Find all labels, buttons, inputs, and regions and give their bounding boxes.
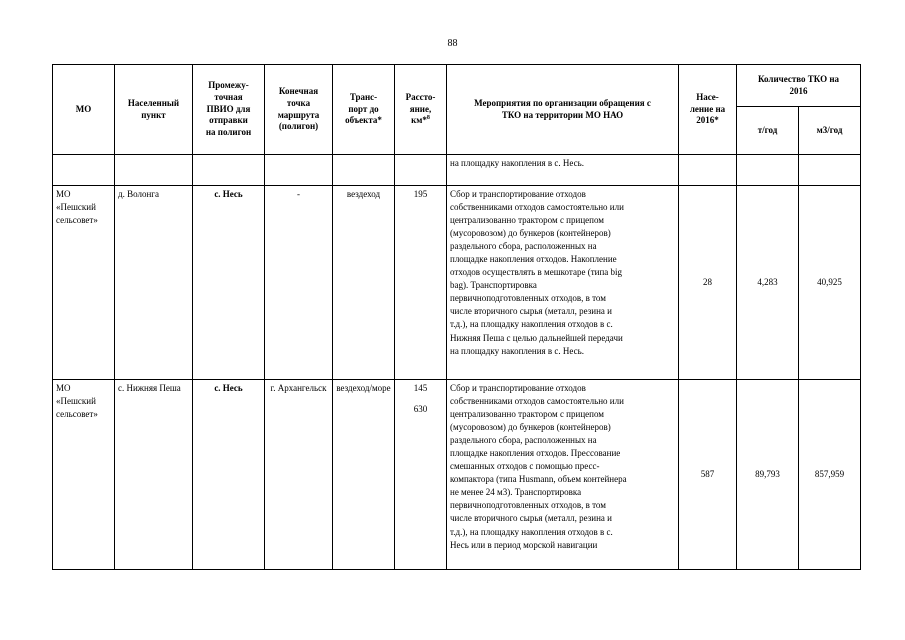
measures-line: собственниками отходов самостоятельно или xyxy=(450,202,624,213)
cell-measures xyxy=(447,155,679,186)
measures-line: Несь или в период морской навигации xyxy=(450,539,598,550)
measures-line: смешанных отходов с помощью пресс- xyxy=(450,461,600,472)
cell-settlement: с. Нижняя Пеша xyxy=(115,380,193,570)
measures-line: Сбор и транспортирование отходов xyxy=(450,383,586,393)
tko-table xyxy=(52,64,861,570)
measures-line: (мусоровозом) до бункеров (контейнеров) xyxy=(450,228,611,239)
table-row xyxy=(53,186,861,380)
header-tko xyxy=(737,65,861,107)
header-mo: МО xyxy=(53,65,115,155)
header-pvio-line: Промежу- xyxy=(208,80,249,91)
header-measures-line: Мероприятия по организации обращения с xyxy=(474,97,651,108)
header-population-line: ление на xyxy=(689,103,726,114)
cell-mo xyxy=(53,155,115,186)
measures-line: площадке накопления отходов. Накопление xyxy=(450,254,617,265)
measures-line: площадке накопления отходов. Прессование xyxy=(450,448,621,459)
cell-measures xyxy=(447,380,679,570)
header-measures-line: ТКО на территории МО НАО xyxy=(501,109,624,120)
header-endpoint-line: Конечная xyxy=(278,86,319,97)
cell-population xyxy=(679,155,737,186)
cell-tko-m3 xyxy=(799,155,861,186)
table-row xyxy=(53,155,861,186)
page-number: 88 xyxy=(447,38,458,49)
header-distance-sup: 8 xyxy=(426,115,430,122)
header-pvio-line: точная xyxy=(214,91,243,102)
cell-distance xyxy=(395,380,447,570)
cell-transport: вездеход/море xyxy=(333,380,395,570)
cell-settlement: д. Волонга xyxy=(115,186,193,380)
cell-pvio: с. Несь xyxy=(193,380,265,570)
measures-line: (мусоровозом) до бункеров (контейнеров) xyxy=(450,422,611,433)
cell-settlement xyxy=(115,155,193,186)
header-transport-line: Транс- xyxy=(349,91,378,102)
header-distance-unit: км* xyxy=(411,115,427,126)
cell-transport xyxy=(333,155,395,186)
header-population xyxy=(679,65,737,155)
header-distance-line: яние, xyxy=(409,103,432,114)
header-settlement: Населенный пункт xyxy=(115,65,193,155)
measures-line: первичноподготовленных отходов, в том xyxy=(450,500,606,511)
measures-line: раздельного сбора, расположенных на xyxy=(450,241,597,252)
table-row xyxy=(53,380,861,570)
cell-pvio: с. Несь xyxy=(193,186,265,380)
cell-tko-t: 4,283 xyxy=(737,186,799,380)
measures-line: отходов осуществлять в мешкотаре (типа big xyxy=(450,267,623,278)
measures-line: собственниками отходов самостоятельно или xyxy=(450,396,624,407)
cell-tko-t: 89,793 xyxy=(737,380,799,570)
header-distance xyxy=(395,65,447,155)
header-pvio-line: отправки xyxy=(209,115,248,126)
measures-line: раздельного сбора, расположенных на xyxy=(450,435,597,446)
header-measures xyxy=(447,65,679,155)
header-endpoint-line: точка xyxy=(286,97,311,108)
measures-line: компактора (типа Husmann, объем контейнера xyxy=(450,474,627,485)
header-pvio-line: ПВИО для xyxy=(206,103,251,114)
header-tko-line: 2016 xyxy=(789,85,808,96)
cell-distance xyxy=(395,186,447,380)
header-population-line: Насе- xyxy=(696,91,719,102)
cell-distance xyxy=(395,155,447,186)
header-endpoint-line: маршрута xyxy=(277,109,320,120)
cell-population: 28 xyxy=(679,186,737,380)
cell-tko-t xyxy=(737,155,799,186)
measures-line: bag). Транспортировка xyxy=(450,280,537,291)
measures-line: на площадку накопления в с. Несь. xyxy=(450,158,584,168)
cell-pvio xyxy=(193,155,265,186)
cell-transport: вездеход xyxy=(333,186,395,380)
measures-line: на площадку накопления в с. Несь. xyxy=(450,345,584,356)
distance-value: 145 xyxy=(413,383,428,393)
cell-endpoint xyxy=(265,155,333,186)
distance-value: 195 xyxy=(413,189,428,199)
header-pvio-line: на полигон xyxy=(205,127,252,138)
header-transport xyxy=(333,65,395,155)
measures-line: первичноподготовленных отходов, в том xyxy=(450,293,606,304)
cell-tko-m3: 40,925 xyxy=(799,186,861,380)
measures-line: централизованно трактором с прицепом xyxy=(450,215,604,226)
cell-endpoint: - xyxy=(265,186,333,380)
cell-measures xyxy=(447,186,679,380)
measures-line: т.д.), на площадку накопления отходов в с. xyxy=(450,319,613,330)
header-tko-line: Количество ТКО на xyxy=(757,73,840,84)
header-transport-line: порт до xyxy=(348,103,379,114)
header-endpoint-line: (полигон) xyxy=(278,121,319,132)
measures-line: числе вторичного сырья (металл, резина и xyxy=(450,306,612,317)
measures-line: числе вторичного сырья (металл, резина и xyxy=(450,513,612,524)
header-tko-m3: м3/год xyxy=(799,107,861,155)
header-endpoint xyxy=(265,65,333,155)
measures-line: не менее 24 м3). Транспортировка xyxy=(450,487,582,498)
cell-mo: МО «Пешский сельсовет» xyxy=(53,186,115,380)
cell-mo: МО «Пешский сельсовет» xyxy=(53,380,115,570)
measures-line: Нижняя Пеша с целью дальнейшей передачи xyxy=(450,332,623,343)
measures-line: централизованно трактором с прицепом xyxy=(450,409,604,420)
header-pvio xyxy=(193,65,265,155)
cell-population: 587 xyxy=(679,380,737,570)
header-distance-line: Рассто- xyxy=(405,91,436,102)
header-population-year: 2016* xyxy=(696,115,719,126)
cell-endpoint: г. Архангельск xyxy=(265,380,333,570)
distance-value: 630 xyxy=(413,404,428,415)
cell-tko-m3: 857,959 xyxy=(799,380,861,570)
header-transport-line: объекта* xyxy=(345,115,382,126)
measures-line: т.д.), на площадку накопления отходов в с. xyxy=(450,526,613,537)
header-tko-t: т/год xyxy=(737,107,799,155)
measures-line: Сбор и транспортирование отходов xyxy=(450,189,586,199)
